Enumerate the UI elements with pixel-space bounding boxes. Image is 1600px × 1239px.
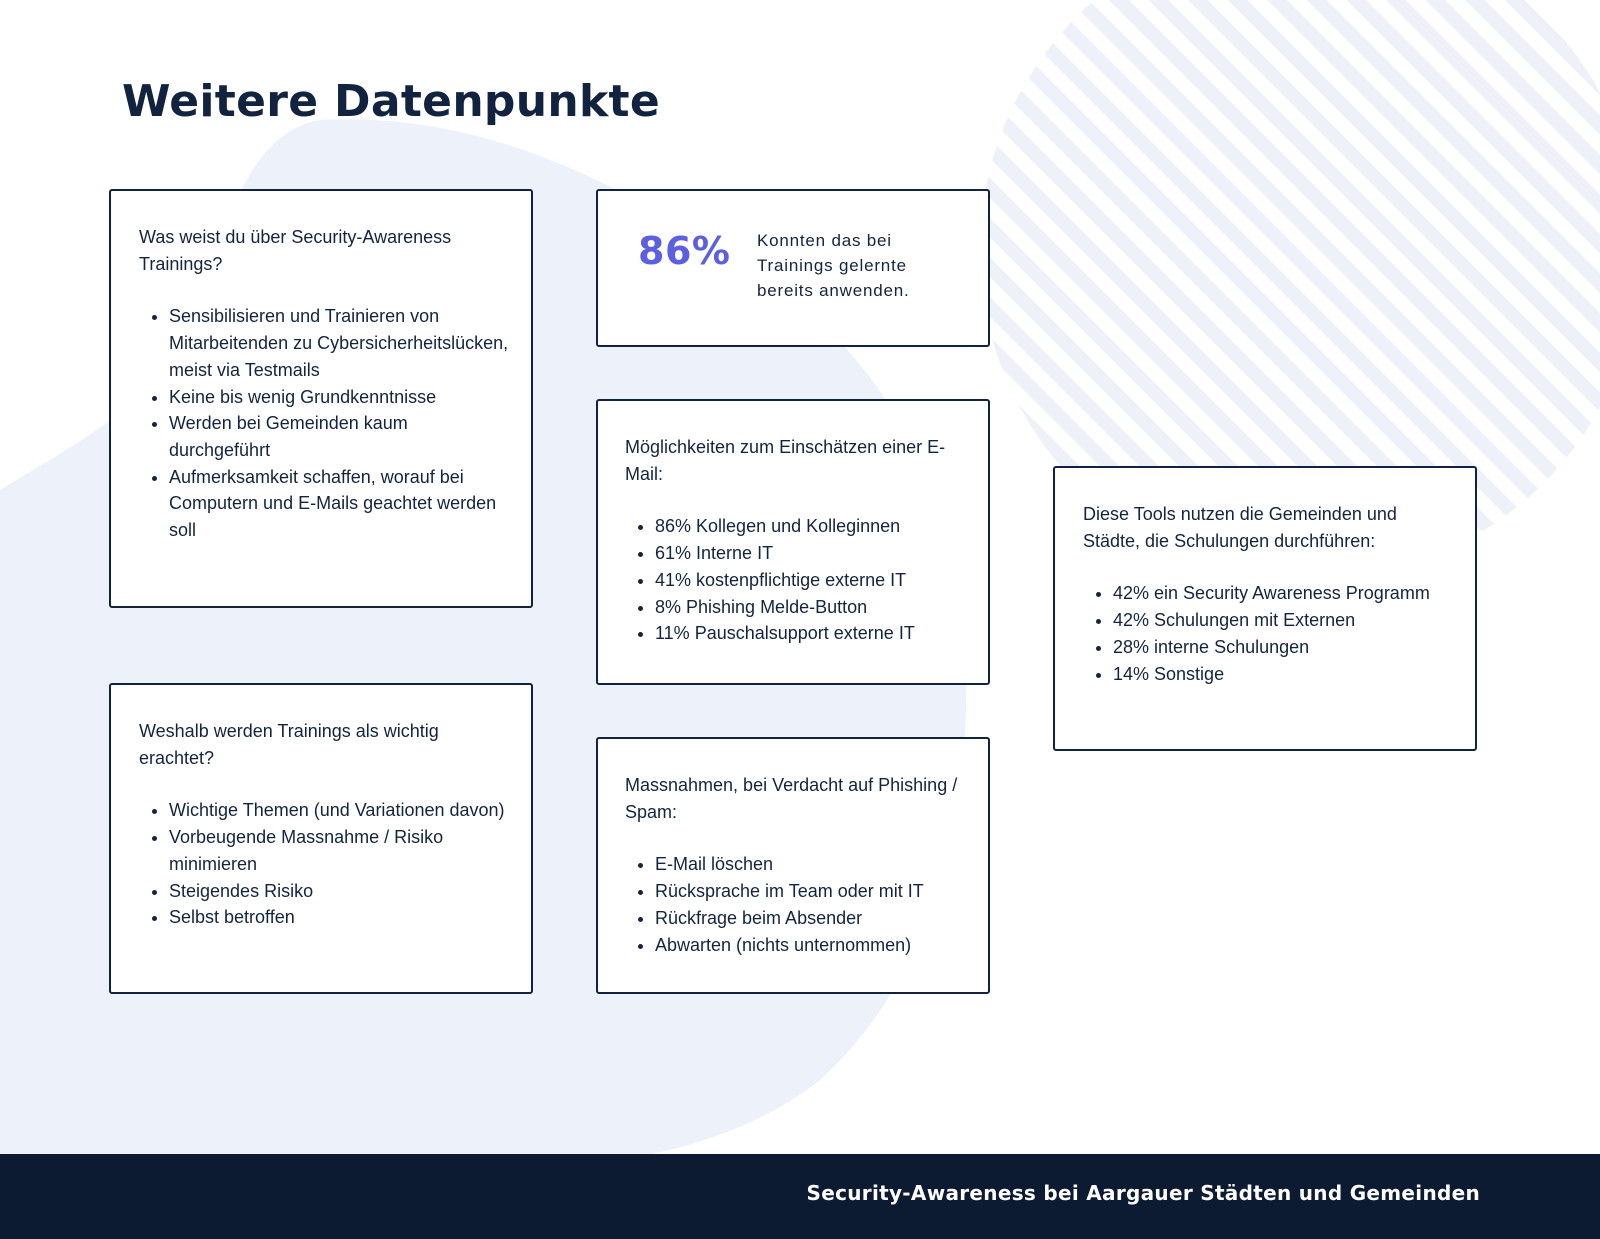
list-item: • Wichtige Themen (und Variationen davon) (169, 797, 511, 824)
list-item: • E-Mail löschen (655, 851, 974, 878)
bullet-list (1083, 580, 1455, 687)
card-title: Diese Tools nutzen die Gemeinden und Städte, die Schulungen durchführen: (1083, 504, 1397, 551)
list-item: • Rückfrage beim Absender (655, 905, 974, 932)
list-item: • 86% Kollegen und Kolleginnen (655, 513, 974, 540)
card-title: Was weist du über Security-Awareness Trainings? (139, 227, 452, 274)
list-item: • Abwarten (nichts unternommen) (655, 932, 974, 959)
list-item: • 42% Schulungen mit Externen (1113, 607, 1455, 634)
list-item: • 42% ein Security Awareness Programm (1113, 580, 1455, 607)
list-item: • 41% kostenpflichtige externe IT (655, 567, 974, 594)
list-item: • Selbst betroffen (169, 904, 511, 931)
card-training-tools (1053, 466, 1477, 751)
stat-description: Konnten das bei Trainings gelernte bereits anwenden. (757, 231, 910, 300)
card-why-trainings-important (109, 683, 533, 994)
card-stat-applied (596, 189, 990, 347)
list-item: • Werden bei Gemeinden kaum durchgeführt (169, 410, 511, 463)
list-item: • Steigendes Risiko (169, 878, 511, 905)
page-title: Weitere Datenpunkte (122, 76, 661, 127)
list-item: • Sensibilisieren und Trainieren von Mitarbeitenden zu Cybersicherheitslücken, meist via Testmails (169, 303, 511, 383)
list-item: • 28% interne Schulungen (1113, 634, 1455, 661)
list-item: • Keine bis wenig Grundkenntnisse (169, 384, 511, 411)
footer-text: Security-Awareness bei Aargauer Städten und Gemeinden (806, 1181, 1480, 1205)
list-item: • 11% Pauschalsupport externe IT (655, 620, 974, 647)
bullet-list (625, 513, 974, 647)
list-item: • 61% Interne IT (655, 540, 974, 567)
list-item: • Aufmerksamkeit schaffen, worauf bei Computern und E-Mails geachtet werden soll (169, 464, 511, 544)
card-phishing-measures (596, 737, 990, 994)
list-item: • Vorbeugende Massnahme / Risiko minimieren (169, 824, 511, 877)
bullet-list (625, 851, 974, 958)
footer-bar (0, 1154, 1600, 1239)
card-title: Möglichkeiten zum Einschätzen einer E-Mail: (625, 437, 946, 484)
card-title: Weshalb werden Trainings als wichtig erachtet? (139, 721, 439, 768)
list-item: • Rücksprache im Team oder mit IT (655, 878, 974, 905)
list-item: • 14% Sonstige (1113, 661, 1455, 688)
card-title: Massnahmen, bei Verdacht auf Phishing / Spam: (625, 775, 958, 822)
card-security-awareness-knowledge (109, 189, 533, 608)
list-item: • 8% Phishing Melde-Button (655, 594, 974, 621)
bullet-list (139, 303, 511, 543)
stat-value: 86% (638, 229, 731, 273)
card-email-assessment (596, 399, 990, 685)
bullet-list (139, 797, 511, 931)
